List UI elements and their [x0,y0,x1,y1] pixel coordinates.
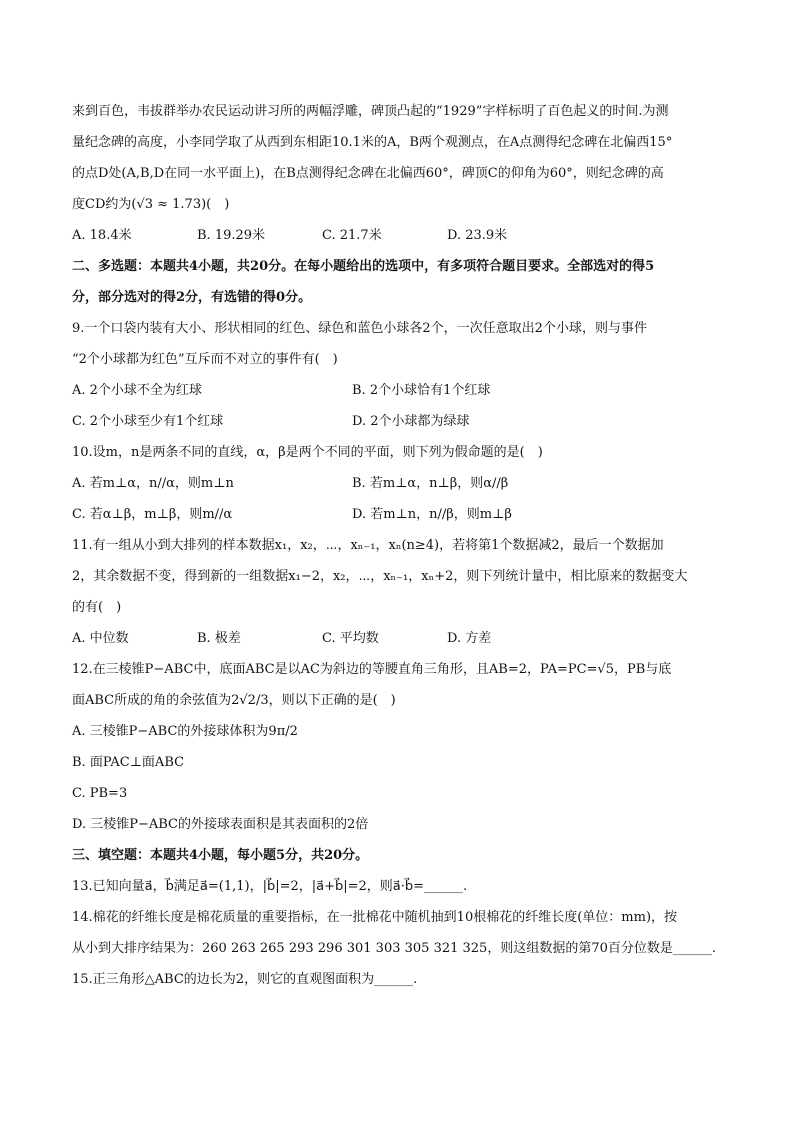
q9-option-a: A. 2个小球不全为红球 [72,383,202,398]
q9-option-b: B. 2个小球恰有1个红球 [352,383,491,398]
q12-stem-line-2: 面ABC所成的角的余弦值为2√2/3，则以下正确的是( ) [72,693,396,708]
question-8 [72,96,722,251]
q9-options-row-2 [72,406,722,437]
q8-option-d: D. 23.9米 [447,228,508,243]
exam-page [72,96,722,995]
q12-stem-line-1: 12.在三棱锥P−ABC中，底面ABC是以AC为斜边的等腰直角三角形，且AB=2，PA=PC=√5，PB与底 [72,662,672,677]
q14-line-1: 14.棉花的纤维长度是棉花质量的重要指标，在一批棉花中随机抽到10根棉花的纤维长度(单位：mm)，按 [72,910,678,925]
q12-option-a: A. 三棱锥P−ABC的外接球体积为9π/2 [72,724,298,739]
q10-options-row-1 [72,468,722,499]
q11-option-b: B. 极差 [197,631,241,646]
q10-option-c: C. 若α⊥β，m⊥β，则m//α [72,507,233,522]
q11-option-d: D. 方差 [447,631,492,646]
q9-options-row-1 [72,375,722,406]
question-13: 13.已知向量a⃗，b⃗满足a⃗=(1,1)，|b⃗|=2，|a⃗+b⃗|=2，则a⃗·b⃗=______. [72,879,468,894]
q14-line-2: 从小到大排序结果为：260 263 265 293 296 301 303 305 321 325，则这组数据的第70百分位数是______. [72,941,716,956]
q8-stem-line-1: 来到百色，韦拔群举办农民运动讲习所的两幅浮雕，碑顶凸起的“1929”字样标明了百色起义的时间.为测 [72,104,669,119]
question-12 [72,654,722,840]
section-2-line-1: 二、多选题：本题共4小题，共20分。在每小题给出的选项中，有多项符合题目要求。全部选对的得5 [72,259,655,274]
q9-option-c: C. 2个小球至少有1个红球 [72,414,224,429]
q9-stem-line-2: “2个小球都为红色”互斥而不对立的事件有( ) [72,352,338,367]
q8-option-c: C. 21.7米 [322,228,382,243]
q9-option-d: D. 2个小球都为绿球 [352,414,470,429]
section-2-heading [72,251,722,313]
q10-option-d: D. 若m⊥n，n//β，则m⊥β [352,507,512,522]
q10-option-b: B. 若m⊥α，n⊥β，则α//β [352,476,509,491]
q8-stem-line-3: 的点D处(A,B,D在同一水平面上)，在B点测得纪念碑在北偏西60°，碑顶C的仰角为60°，则纪念碑的高 [72,166,664,181]
question-14 [72,902,722,964]
q11-options [72,623,722,654]
q8-stem-line-2: 量纪念碑的高度，小李同学取了从西到东相距10.1米的A，B两个观测点，在A点测得纪念碑在北偏西15° [72,135,673,150]
q8-options [72,220,722,251]
q8-stem-line-4: 度CD约为(√3 ≈ 1.73)( ) [72,197,230,212]
q12-option-c: C. PB=3 [72,786,128,801]
q10-option-a: A. 若m⊥α，n//α，则m⊥n [72,476,234,491]
q10-stem: 10.设m，n是两条不同的直线，α，β是两个不同的平面，则下列为假命题的是( ) [72,445,543,460]
q11-stem-line-1: 11.有一组从小到大排列的样本数据x₁，x₂，⋯，xₙ₋₁，xₙ(n≥4)，若将第1个数据减2，最后一个数据加 [72,538,664,553]
question-9 [72,313,722,437]
q12-option-d: D. 三棱锥P−ABC的外接球表面积是其表面积的2倍 [72,817,369,832]
q9-stem-line-1: 9.一个口袋内装有大小、形状相同的红色、绿色和蓝色小球各2个，一次任意取出2个小球，则与事件 [72,321,647,336]
q8-option-a: A. 18.4米 [72,228,132,243]
q10-options-row-2 [72,499,722,530]
q11-stem-line-2: 2，其余数据不变，得到新的一组数据x₁−2，x₂，⋯，xₙ₋₁，xₙ+2，则下列统计量中，相比原来的数据变大 [72,569,688,584]
section-3-heading: 三、填空题：本题共4小题，每小题5分，共20分。 [72,848,369,863]
q12-option-b: B. 面PAC⊥面ABC [72,755,185,770]
section-2-line-2: 分，部分选对的得2分，有选错的得0分。 [72,290,312,305]
question-10 [72,437,722,530]
q11-option-a: A. 中位数 [72,631,129,646]
q8-option-b: B. 19.29米 [197,228,266,243]
q11-stem-line-3: 的有( ) [72,600,122,615]
question-11 [72,530,722,654]
q11-option-c: C. 平均数 [322,631,379,646]
question-15: 15.正三角形△ABC的边长为2，则它的直观图面积为______. [72,972,418,987]
